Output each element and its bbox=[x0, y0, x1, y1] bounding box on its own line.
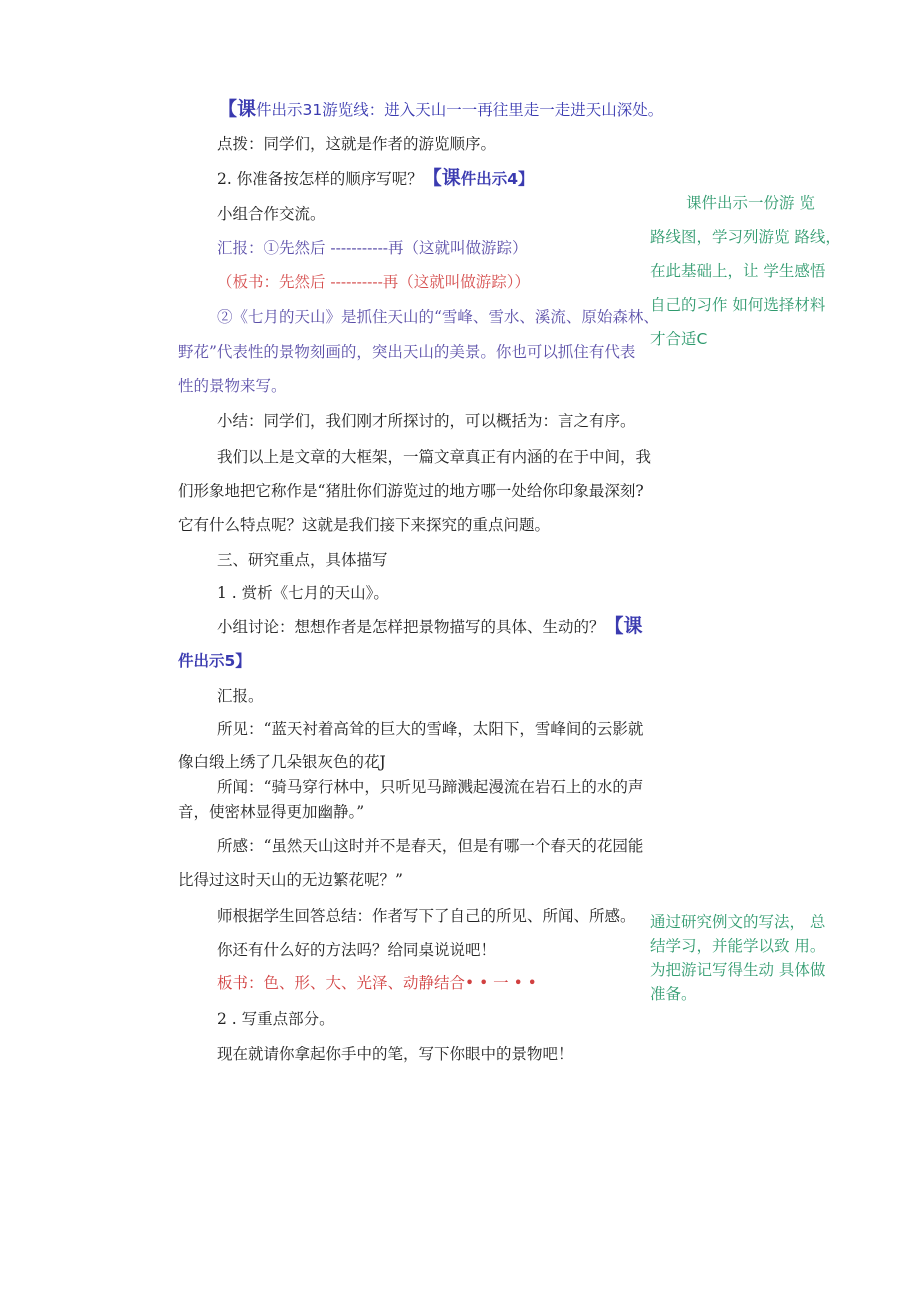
side-note-1-line-5: 才合适C bbox=[650, 330, 708, 348]
line-9: 性的景物来写。 bbox=[178, 377, 287, 395]
side-note-1-line-2: 路线图，学习列游览 路线， bbox=[650, 228, 841, 246]
line-16 bbox=[217, 615, 643, 638]
section-heading-3: 三、研究重点，具体描写 bbox=[217, 551, 388, 569]
courseware-ke: 课 bbox=[237, 98, 257, 120]
side-note-2 bbox=[650, 910, 825, 1006]
discussion-text: 小组讨论：想想作者是怎样把景物描写的具体、生动的？ bbox=[217, 618, 605, 636]
side-note-2-line-4: 准备。 bbox=[650, 985, 697, 1003]
question-2: 2. 你准备按怎样的顺序写呢？ bbox=[217, 170, 423, 188]
line-18: 汇报。 bbox=[217, 687, 264, 705]
line-19: 所见：“蓝天衬着高耸的巨大的雪峰，太阳下，雪峰间的云影就 bbox=[217, 720, 644, 738]
line-2: 点拨：同学们，这就是作者的游览顺序。 bbox=[217, 135, 497, 153]
side-note-1 bbox=[650, 186, 841, 356]
side-note-2-line-3: 为把游记写得生动 具体做 bbox=[650, 961, 826, 979]
courseware-text-2: 件出示4】 bbox=[460, 170, 534, 188]
line-29: 现在就请你拿起你手中的笔，写下你眼中的景物吧！ bbox=[217, 1045, 574, 1063]
line-20: 像白缎上绣了几朵银灰色的花J bbox=[178, 753, 386, 771]
bracket-open-2: 【 bbox=[422, 167, 442, 189]
side-note-1-line-3: 在此基础上，让 学生感悟 bbox=[650, 262, 826, 280]
bracket-open-3: 【 bbox=[604, 615, 624, 637]
line-23: 所感：“虽然天山这时并不是春天，但是有哪一个春天的花园能 bbox=[217, 837, 644, 855]
line-24: 比得过这时天山的无边繁花呢？” bbox=[178, 871, 403, 889]
courseware-text-1: 件出示31游览线：进入天山一一再往里走一走进天山深处。 bbox=[256, 101, 664, 119]
line-12: 们形象地把它称作是“猪肚你们游览过的地方哪一处给你印象最深刻? bbox=[178, 482, 644, 500]
courseware-line-1 bbox=[218, 98, 663, 121]
courseware-text-3: 件出示5】 bbox=[178, 652, 251, 670]
line-10: 小结：同学们，我们刚才所探讨的，可以概括为：言之有序。 bbox=[217, 412, 636, 430]
bracket-open: 【 bbox=[218, 98, 238, 120]
line-21: 所闻：“骑马穿行林中，只听见马蹄溅起漫流在岩石上的水的声 bbox=[217, 778, 644, 796]
line-13: 它有什么特点呢？这就是我们接下来探究的重点问题。 bbox=[178, 516, 551, 534]
line-5: 汇报：①先然后 -----------再（这就叫做游踪） bbox=[217, 239, 528, 257]
line-8: 野花”代表性的景物刻画的，突出天山的美景。你也可以抓住有代表 bbox=[178, 343, 636, 361]
line-7: ②《七月的天山》是抓住天山的“雪峰、雪水、溪流、原始森林、 bbox=[217, 308, 659, 326]
line-6-board: （板书：先然后 ----------再（这就叫做游踪）） bbox=[217, 273, 531, 291]
courseware-ke-3: 课 bbox=[623, 615, 643, 637]
courseware-ke-2: 课 bbox=[441, 167, 461, 189]
line-27-board: 板书：色、形、大、光泽、动静结合• • 一 • • bbox=[217, 974, 537, 992]
side-note-1-line-4: 自己的习作 如何选择材料 bbox=[650, 296, 826, 314]
line-25: 师根据学生回答总结：作者写下了自己的所见、所闻、所感。 bbox=[217, 907, 636, 925]
line-15: 1 . 赏析《七月的天山》。 bbox=[217, 584, 389, 602]
line-11: 我们以上是文章的大框架，一篇文章真正有内涵的在于中间，我 bbox=[217, 448, 652, 466]
line-3 bbox=[217, 167, 534, 190]
line-26: 你还有什么好的方法吗？给同桌说说吧！ bbox=[217, 941, 497, 959]
line-4: 小组合作交流。 bbox=[217, 205, 326, 223]
side-note-2-line-1: 通过研究例文的写法， 总 bbox=[650, 913, 826, 931]
line-22: 音，使密林显得更加幽静。” bbox=[178, 803, 365, 821]
side-note-2-line-2: 结学习，并能学以致 用。 bbox=[650, 937, 826, 955]
side-note-1-line-1: 课件出示一份游 览 bbox=[686, 194, 815, 212]
line-28: 2 . 写重点部分。 bbox=[217, 1010, 335, 1028]
